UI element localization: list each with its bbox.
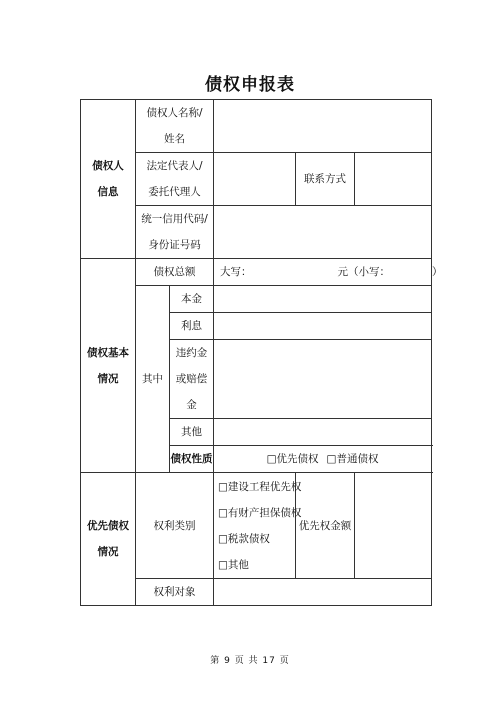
claim-total-label: 债权总额 xyxy=(136,259,214,286)
penalty-label-line1: 违约金 xyxy=(175,347,208,359)
claim-basic-label-line1: 债权基本 xyxy=(87,346,129,359)
penalty-field[interactable] xyxy=(214,340,432,419)
legal-rep-label-line1: 法定代表人/ xyxy=(146,160,203,172)
right-type-options xyxy=(214,473,302,579)
priority-claim-checkbox[interactable]: □优先债权 xyxy=(266,453,319,465)
interest-label: 利息 xyxy=(170,313,214,340)
claim-basic-label-line2: 情况 xyxy=(97,372,119,385)
secured-claim-checkbox[interactable]: □有财产担保债权 xyxy=(218,506,302,519)
creditor-info-section-label xyxy=(81,100,136,259)
contact-label: 联系方式 xyxy=(296,153,355,206)
priority-claim-label-line2: 情况 xyxy=(97,546,119,558)
other-label: 其他 xyxy=(170,419,214,446)
principal-label: 本金 xyxy=(170,286,214,313)
penalty-label-line2: 或赔偿 xyxy=(175,373,208,385)
priority-claim-label-line1: 优先债权 xyxy=(87,520,129,532)
right-object-label: 权利对象 xyxy=(136,579,214,606)
id-number-field[interactable] xyxy=(214,206,432,259)
creditor-info-label-line2: 信息 xyxy=(97,186,119,198)
claim-basic-section-label xyxy=(81,259,136,473)
penalty-label-line3: 金 xyxy=(186,399,197,411)
amount-upper-label: 大写： xyxy=(220,266,252,278)
claim-declaration-table xyxy=(80,99,443,606)
construction-priority-checkbox[interactable]: □建设工程优先权 xyxy=(218,480,302,493)
among-label: 其中 xyxy=(136,286,170,473)
claim-nature-label: 债权性质 xyxy=(170,446,214,473)
page-footer: 第 9 页 共 17 页 xyxy=(210,656,290,666)
legal-rep-label-line2: 委托代理人 xyxy=(148,186,201,198)
id-number-label-line1: 统一信用代码/ xyxy=(141,213,208,225)
legal-rep-label xyxy=(136,153,214,206)
claim-nature-options xyxy=(214,446,432,473)
penalty-label xyxy=(170,340,214,419)
creditor-name-label-line2: 姓名 xyxy=(164,133,185,145)
id-number-label xyxy=(136,206,214,259)
creditor-name-label xyxy=(136,100,214,153)
priority-amount-label: 优先权金额 xyxy=(296,473,355,579)
principal-field[interactable] xyxy=(214,286,432,313)
ordinary-claim-checkbox[interactable]: □普通债权 xyxy=(326,453,379,465)
id-number-label-line2: 身份证号码 xyxy=(148,239,201,251)
priority-claim-section-label xyxy=(81,473,136,606)
other-field[interactable] xyxy=(214,419,432,446)
creditor-info-label-line1: 债权人 xyxy=(92,160,124,172)
amount-close-paren: ） xyxy=(432,266,443,278)
interest-field[interactable] xyxy=(214,313,432,340)
amount-yuan-label: 元（小写： xyxy=(337,266,391,278)
tax-claim-checkbox[interactable]: □税款债权 xyxy=(218,532,270,545)
creditor-name-field[interactable] xyxy=(214,100,432,153)
right-object-field[interactable] xyxy=(214,579,432,606)
page-title: 债权申报表 xyxy=(205,75,295,95)
legal-rep-field[interactable] xyxy=(214,153,296,206)
creditor-name-label-line1: 债权人名称/ xyxy=(146,107,203,119)
priority-amount-field[interactable] xyxy=(355,473,432,579)
right-type-label: 权利类别 xyxy=(136,473,214,579)
contact-field[interactable] xyxy=(355,153,432,206)
claim-total-field[interactable] xyxy=(214,259,443,286)
other-type-checkbox[interactable]: □其他 xyxy=(218,558,249,571)
